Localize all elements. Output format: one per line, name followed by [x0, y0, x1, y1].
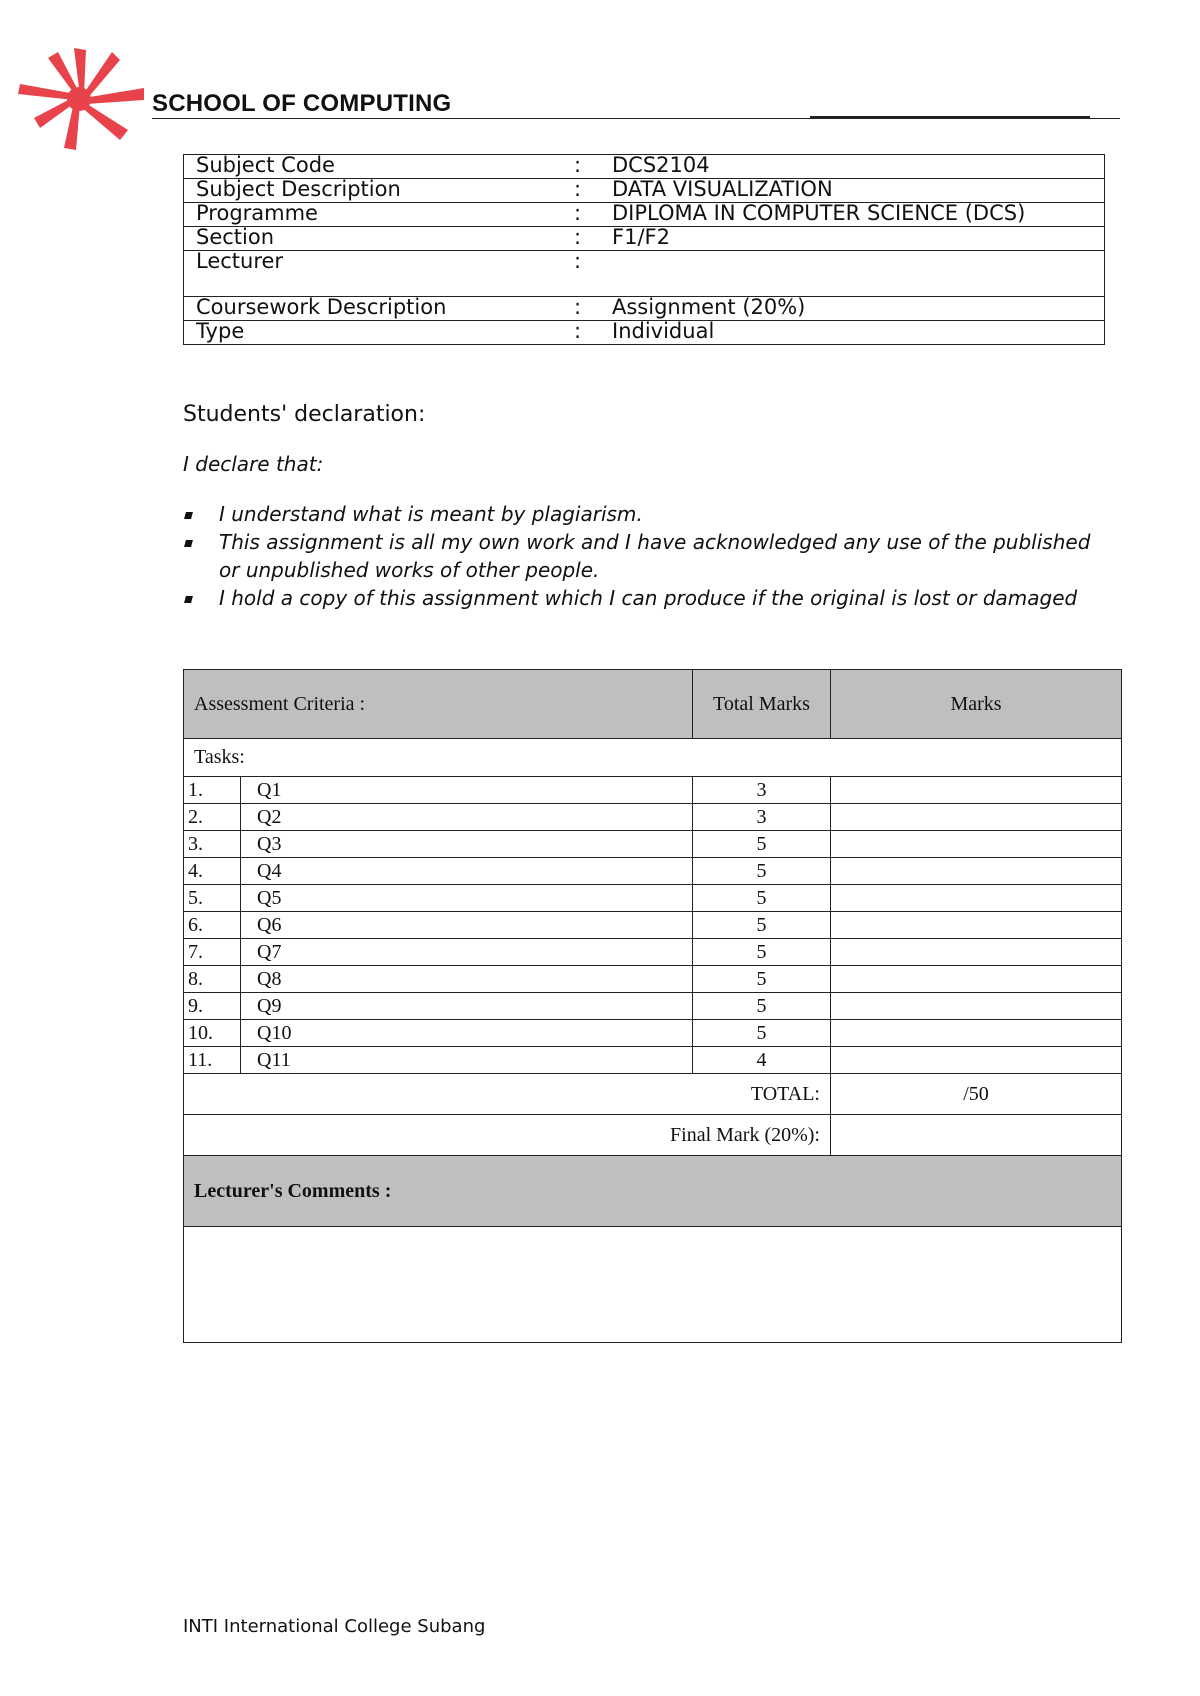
- task-marks: [831, 831, 1122, 858]
- task-row: [184, 1047, 1122, 1074]
- task-number: 3.: [184, 831, 241, 858]
- task-number: 6.: [184, 912, 241, 939]
- task-number: 11.: [184, 1047, 241, 1074]
- task-marks: [831, 993, 1122, 1020]
- task-number: 9.: [184, 993, 241, 1020]
- task-total-marks: 5: [693, 966, 831, 993]
- info-value: DATA VISUALIZATION: [612, 177, 833, 201]
- task-marks: [831, 966, 1122, 993]
- info-row-programme: [183, 202, 1105, 226]
- task-total-marks: 3: [693, 804, 831, 831]
- task-row: [184, 777, 1122, 804]
- declaration-item: [183, 584, 1103, 612]
- info-separator: :: [574, 249, 582, 273]
- task-question: Q3: [241, 831, 693, 858]
- task-total-marks: 4: [693, 1047, 831, 1074]
- red-star-burst-logo-icon: [14, 44, 146, 154]
- task-marks: [831, 912, 1122, 939]
- task-total-marks: 5: [693, 858, 831, 885]
- declaration-item: [183, 528, 1103, 584]
- bullet-icon: [184, 596, 193, 603]
- task-row: [184, 804, 1122, 831]
- task-marks: [831, 885, 1122, 912]
- declaration-intro: I declare that:: [183, 452, 324, 476]
- bullet-icon: [184, 540, 193, 547]
- info-label: Coursework Description: [196, 295, 447, 319]
- bullet-icon: [184, 512, 193, 519]
- total-marks-header: Total Marks: [693, 670, 831, 739]
- task-row: [184, 966, 1122, 993]
- info-label: Lecturer: [196, 249, 284, 273]
- school-title: SCHOOL OF COMPUTING: [152, 90, 452, 117]
- info-label: Subject Description: [196, 177, 401, 201]
- task-question: Q10: [241, 1020, 693, 1047]
- comments-header-row: [184, 1156, 1122, 1227]
- task-total-marks: 3: [693, 777, 831, 804]
- task-marks: [831, 939, 1122, 966]
- comments-label: Lecturer's Comments :: [184, 1156, 1122, 1227]
- task-row: [184, 939, 1122, 966]
- assessment-header-row: [184, 670, 1122, 739]
- comments-body-row: [184, 1227, 1122, 1343]
- task-question: Q5: [241, 885, 693, 912]
- total-row: [184, 1074, 1122, 1115]
- declaration-item-text: I understand what is meant by plagiarism.: [219, 502, 643, 526]
- task-total-marks: 5: [693, 885, 831, 912]
- task-marks: [831, 804, 1122, 831]
- subject-info-table: [183, 154, 1105, 345]
- declaration-title: Students' declaration:: [183, 402, 426, 427]
- tasks-row: [184, 739, 1122, 777]
- comments-box: [184, 1227, 1122, 1343]
- info-separator: :: [574, 225, 582, 249]
- info-row-subject-code: [183, 154, 1105, 178]
- task-total-marks: 5: [693, 939, 831, 966]
- task-question: Q7: [241, 939, 693, 966]
- tasks-label: Tasks:: [184, 739, 1122, 777]
- task-row: [184, 831, 1122, 858]
- info-label: Section: [196, 225, 275, 249]
- declaration-item-text: I hold a copy of this assignment which I can produce if the original is lost or damaged: [219, 586, 1078, 610]
- info-separator: :: [574, 177, 582, 201]
- final-mark-label: Final Mark (20%):: [184, 1115, 831, 1156]
- task-number: 10.: [184, 1020, 241, 1047]
- task-total-marks: 5: [693, 831, 831, 858]
- task-rows: [184, 777, 1122, 1074]
- info-value: DIPLOMA IN COMPUTER SCIENCE (DCS): [612, 201, 1026, 225]
- info-label: Subject Code: [196, 153, 335, 177]
- task-row: [184, 993, 1122, 1020]
- task-marks: [831, 1020, 1122, 1047]
- task-total-marks: 5: [693, 993, 831, 1020]
- task-row: [184, 858, 1122, 885]
- task-question: Q2: [241, 804, 693, 831]
- declaration-item: [183, 500, 1103, 528]
- total-label: TOTAL:: [184, 1074, 831, 1115]
- task-total-marks: 5: [693, 1020, 831, 1047]
- final-mark-row: [184, 1115, 1122, 1156]
- declaration-list: [183, 500, 1103, 612]
- info-row-lecturer: [183, 250, 1105, 296]
- task-total-marks: 5: [693, 912, 831, 939]
- task-marks: [831, 858, 1122, 885]
- task-number: 4.: [184, 858, 241, 885]
- info-value: DCS2104: [612, 153, 710, 177]
- header-divider-thick: [810, 116, 1090, 119]
- task-question: Q1: [241, 777, 693, 804]
- task-marks: [831, 1047, 1122, 1074]
- task-row: [184, 885, 1122, 912]
- info-row-type: [183, 320, 1105, 345]
- info-separator: :: [574, 153, 582, 177]
- info-separator: :: [574, 201, 582, 225]
- task-number: 1.: [184, 777, 241, 804]
- assessment-table: [183, 669, 1122, 1343]
- task-question: Q4: [241, 858, 693, 885]
- task-number: 5.: [184, 885, 241, 912]
- task-number: 7.: [184, 939, 241, 966]
- footer-text: INTI International College Subang: [183, 1616, 486, 1637]
- info-row-section: [183, 226, 1105, 250]
- info-value: Individual: [612, 319, 715, 343]
- total-value: /50: [831, 1074, 1122, 1115]
- task-marks: [831, 777, 1122, 804]
- task-question: Q8: [241, 966, 693, 993]
- info-separator: :: [574, 319, 582, 343]
- task-question: Q6: [241, 912, 693, 939]
- marks-header: Marks: [831, 670, 1122, 739]
- info-separator: :: [574, 295, 582, 319]
- final-mark-value: [831, 1115, 1122, 1156]
- info-label: Type: [196, 319, 245, 343]
- info-value: F1/F2: [612, 225, 670, 249]
- task-row: [184, 912, 1122, 939]
- info-label: Programme: [196, 201, 318, 225]
- task-row: [184, 1020, 1122, 1047]
- info-row-subject-description: [183, 178, 1105, 202]
- criteria-header: Assessment Criteria :: [184, 670, 693, 739]
- info-value: Assignment (20%): [612, 295, 806, 319]
- declaration-item-text: This assignment is all my own work and I have acknowledged any use of the published or unpublished works of other people.: [219, 530, 1091, 582]
- task-number: 8.: [184, 966, 241, 993]
- task-question: Q9: [241, 993, 693, 1020]
- task-question: Q11: [241, 1047, 693, 1074]
- task-number: 2.: [184, 804, 241, 831]
- info-row-coursework-description: [183, 296, 1105, 320]
